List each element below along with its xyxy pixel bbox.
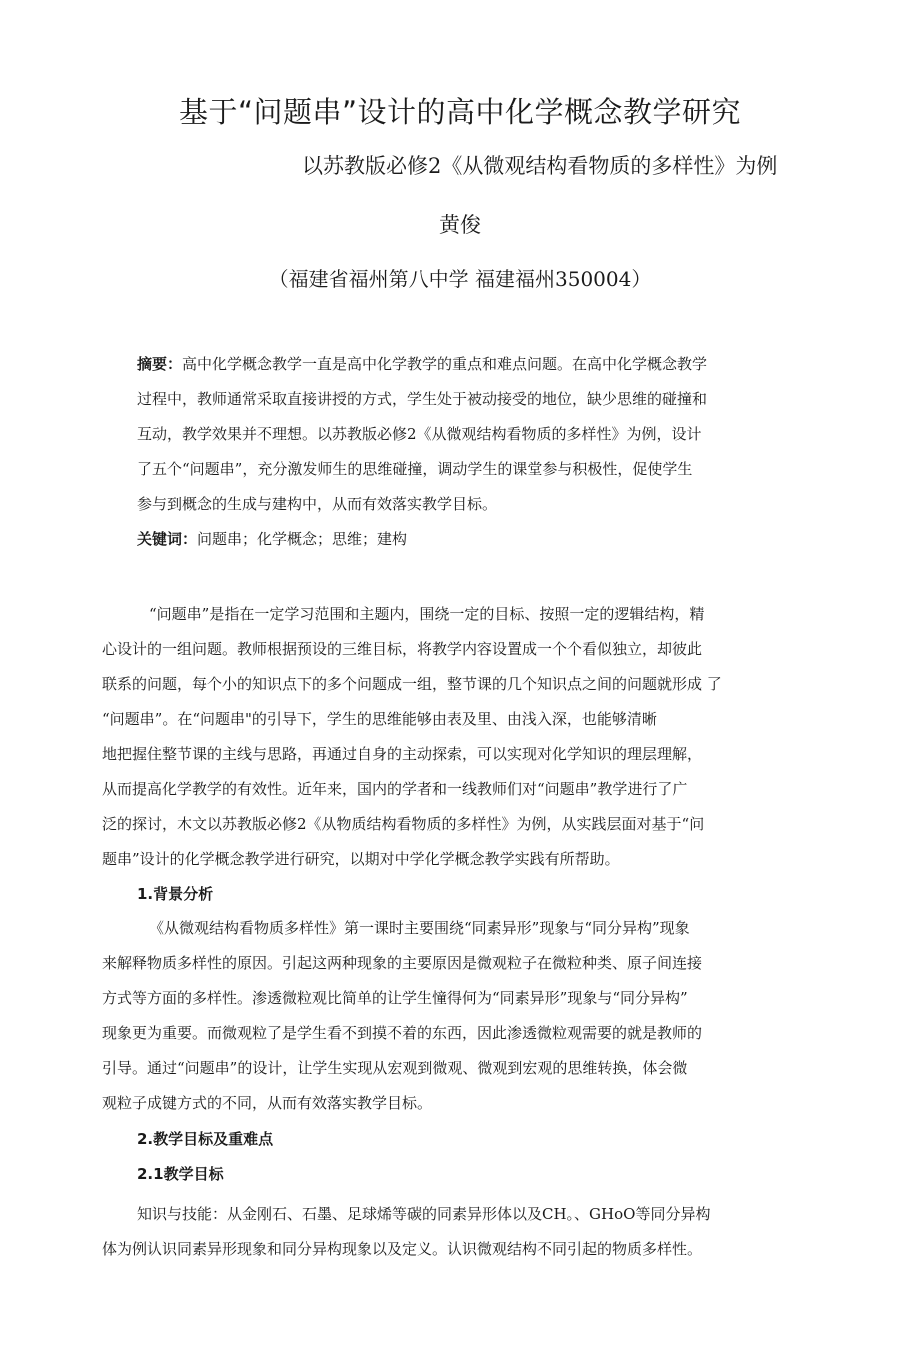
section-2-1-line: 知识与技能：从金刚石、石墨、足球烯等碳的同素异形体以及CH。、GHoO等同分异构 — [137, 1205, 711, 1223]
keywords-label: 关键词： — [137, 530, 198, 548]
section-1-line: 方式等方面的多样性。渗透微粒观比简单的让学生憧得何为“同素异形”现象与“同分异构” — [102, 989, 688, 1007]
section-2-heading: 2.教学目标及重难点 — [137, 1130, 274, 1148]
section-2-1-line: 体为例认识同素异形现象和同分异构现象以及定义。认识微观结构不同引起的物质多样性。 — [102, 1240, 703, 1258]
section-1-line: 现象更为重要。而微观粒了是学生看不到摸不着的东西，因此渗透微粒观需要的就是教师的 — [102, 1024, 703, 1042]
intro-line: 联系的问题，每个小的知识点下的多个问题成一组，整节课的几个知识点之间的问题就形成 了 — [102, 675, 722, 693]
abstract-label: 摘要： — [137, 355, 183, 373]
section-2-1-heading: 2.1教学目标 — [137, 1165, 224, 1183]
paper-title: 基于“问题串”设计的高中化学概念教学研究 — [178, 95, 742, 129]
paper-subtitle: 以苏教版必修2《从微观结构看物质的多样性》为例 — [302, 154, 778, 178]
section-1-line: 《从微观结构看物质多样性》第一课时主要围绕“同素异形”现象与“同分异构”现象 — [149, 919, 690, 937]
intro-line: “问题串”。在“问题串"的引导下，学生的思维能够由表及里、由浅入深，也能够清晰 — [102, 710, 657, 728]
intro-line: 从而提高化学教学的有效性。近年来，国内的学者和一线教师们对“问题串”教学进行了广 — [102, 780, 688, 798]
section-1-heading: 1.背景分析 — [137, 885, 214, 903]
abstract-line: 互动，教学效果并不理想。以苏教版必修2《从微观结构看物质的多样性》为例，设计 — [137, 425, 702, 443]
section-1-line: 引导。通过“问题串”的设计，让学生实现从宏观到微观、微观到宏观的思维转换，体会微 — [102, 1059, 688, 1077]
author-affiliation: （福建省福州第八中学 福建福州350004） — [268, 267, 652, 291]
abstract-line: 摘要：高中化学概念教学一直是高中化学教学的重点和难点问题。在高中化学概念教学 — [137, 355, 708, 373]
abstract-line: 过程中，教师通常采取直接讲授的方式，学生处于被动接受的地位，缺少思维的碰撞和 — [137, 390, 708, 408]
abstract-line: 参与到概念的生成与建构中，从而有效落实教学目标。 — [137, 495, 498, 513]
author-name: 黄俊 — [439, 213, 481, 237]
abstract-line: 了五个“问题串”，充分激发师生的思维碰撞，调动学生的课堂参与积极性，促使学生 — [137, 460, 693, 478]
keywords-text: 问题串；化学概念；思维；建构 — [197, 530, 408, 548]
section-1-line: 来解释物质多样性的原因。引起这两种现象的主要原因是微观粒子在微粒种类、原子间连接 — [102, 954, 703, 972]
intro-line: 泛的探讨，木文以苏教版必修2《从物质结构看物质的多样性》为例，从实践层面对基于“问 — [102, 815, 705, 833]
keywords-line — [137, 529, 407, 549]
intro-line: 题串”设计的化学概念教学进行研究，以期对中学化学概念教学实践有所帮助。 — [102, 850, 620, 868]
intro-line: 心设计的一组问题。教师根据预设的三维目标，将教学内容设置成一个个看似独立，却彼此 — [102, 640, 703, 658]
intro-line: 地把握住整节课的主线与思路，再通过自身的主动探索，可以实现对化学知识的理层理解， — [102, 745, 703, 763]
section-1-line: 观粒子成键方式的不同，从而有效落实教学目标。 — [102, 1094, 433, 1112]
intro-line: “问题串”是指在一定学习范围和主题内，围绕一定的目标、按照一定的逻辑结构，精 — [149, 605, 705, 623]
